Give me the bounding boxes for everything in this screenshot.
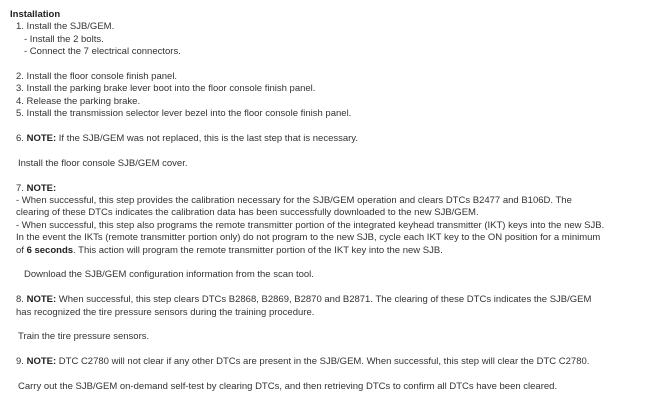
- step-6-note-text: If the SJB/GEM was not replaced, this is the last step that is necessary.: [56, 133, 358, 145]
- step-8-note-label: NOTE:: [26, 294, 57, 306]
- step-2: 2. Install the floor console finish panel.: [16, 71, 178, 83]
- step-3: 3. Install the parking brake lever boot into the floor console finish panel.: [16, 83, 316, 95]
- step-7-sub-2-text: - When successful, this step also programs the remote transmitter portion of the integrated keyhead transmitter (IKT) keys into the new SJB. In the event the IKTs (remote transmitter portion only) do not program to the new SJB, cycle each IKT key to the ON position for a minimum of: [16, 219, 605, 256]
- step-7-sub-1: - When successful, this step provides the calibration necessary for the SJB/GEM operation and clears DTCs B2477 and B106D. The clearing of these DTCs indicates the calibration data has been successfully downloaded to the new SJB/GEM.: [16, 195, 572, 219]
- step-7-sub-2-end: . This action will program the remote transmitter portion of the IKT key into the new SJB.: [73, 244, 443, 256]
- step-8-number: 8.: [16, 294, 24, 306]
- step-7-action: Download the SJB/GEM configuration information from the scan tool.: [24, 269, 314, 281]
- page-title: Installation: [10, 9, 61, 20]
- step-7-duration: 6 seconds: [26, 244, 74, 256]
- step-8: [10, 294, 606, 319]
- step-7-note-label: NOTE:: [26, 182, 57, 194]
- step-1: 1. Install the SJB/GEM.: [16, 21, 115, 33]
- step-9: [10, 356, 650, 368]
- step-6-action: Install the floor console SJB/GEM cover.: [18, 157, 188, 169]
- step-8-action: Train the tire pressure sensors.: [18, 331, 150, 343]
- step-7-number: 7.: [16, 182, 24, 194]
- step-9-note-text: DTC C2780 will not clear if any other DTCs are present in the SJB/GEM. When successful, this step will clear the DTC C2780.: [56, 356, 590, 368]
- step-9-note-label: NOTE:: [26, 356, 57, 368]
- step-6-number: 6.: [16, 133, 24, 145]
- step-9-number: 9.: [16, 356, 24, 368]
- step-6-note-label: NOTE:: [26, 133, 57, 145]
- step-6: [10, 133, 650, 145]
- step-9-action: Carry out the SJB/GEM on-demand self-test by clearing DTCs, and then retrieving DTCs to confirm all DTCs have been cleared.: [18, 381, 558, 393]
- step-1-sub-2: - Connect the 7 electrical connectors.: [24, 46, 181, 58]
- step-1-sub-1: - Install the 2 bolts.: [24, 33, 104, 45]
- step-8-note-text: When successful, this step clears DTCs B2868, B2869, B2870 and B2871. The clearing of these DTCs indicates the SJB/GEM has recognized the tire pressure sensors during the training procedure.: [16, 294, 592, 318]
- step-7: [10, 183, 650, 195]
- step-4: 4. Release the parking brake.: [16, 95, 141, 107]
- step-7-sub-2: [10, 220, 606, 257]
- step-5: 5. Install the transmission selector lever bezel into the floor console finish panel.: [16, 108, 352, 120]
